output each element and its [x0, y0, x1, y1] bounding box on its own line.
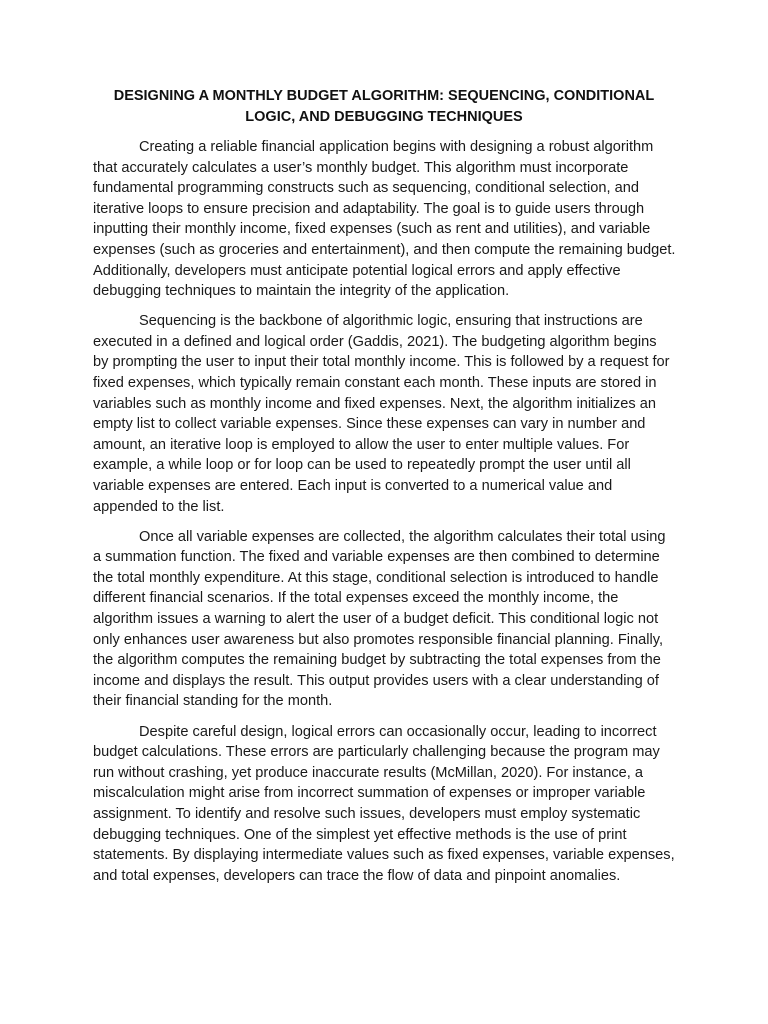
document-body: [93, 137, 676, 896]
paragraph-sequencing: Sequencing is the backbone of algorithmic logic, ensuring that instructions are executed in a defined and logical order (Gaddis, 2021). The budgeting algorithm begins by prompting the user to input their total monthly income. This is followed by a request for fixed expenses, which typically remain constant each month. These inputs are stored in variables such as monthly income and fixed expenses. Next, the algorithm initializes an empty list to collect variable expenses. Since these expenses can vary in number and amount, an iterative loop is employed to allow the user to enter multiple values. For example, a while loop or for loop can be used to repeatedly prompt the user until all variable expenses are entered. Each input is converted to a numerical value and appended to the list.: [93, 313, 670, 515]
document-title: DESIGNING A MONTHLY BUDGET ALGORITHM: SEQUENCING, CONDITIONAL LOGIC, AND DEBUGGING TECHNIQUES: [113, 88, 655, 125]
paragraph-introduction: Creating a reliable financial application begins with designing a robust algorithm that accurately calculates a user’s monthly budget. This algorithm must incorporate fundamental programming constructs such as sequencing, conditional selection, and iterative loops to ensure precision and adaptability. The goal is to guide users through inputting their monthly income, fixed expenses (such as rent and utilities), and variable expenses (such as groceries and entertainment), and then compute the remaining budget. Additionally, developers must anticipate potential logical errors and apply effective debugging techniques to maintain the integrity of the application.: [93, 139, 676, 300]
paragraph-conditional-logic: Once all variable expenses are collected, the algorithm calculates their total using a summation function. The fixed and variable expenses are then combined to determine the total monthly expenditure. At this stage, conditional selection is introduced to handle different financial scenarios. If the total expenses exceed the monthly income, the algorithm issues a warning to alert the user of a budget deficit. This conditional logic not only enhances user awareness but also promotes responsible financial planning. Finally, the algorithm computes the remaining budget by subtracting the total expenses from the income and displays the result. This output provides users with a clear understanding of their financial standing for the month.: [93, 528, 666, 710]
paragraph-debugging: Despite careful design, logical errors can occasionally occur, leading to incorrect budget calculations. These errors are particularly challenging because the program may run without crashing, yet produce inaccurate results (McMillan, 2020). For instance, a miscalculation might arise from incorrect summation of expenses or improper variable assignment. To identify and resolve such issues, developers must employ systematic debugging techniques. One of the simplest yet effective methods is the use of print statements. By displaying intermediate values such as fixed expenses, variable expenses, and total expenses, developers can trace the flow of data and pinpoint anomalies.: [93, 723, 675, 884]
